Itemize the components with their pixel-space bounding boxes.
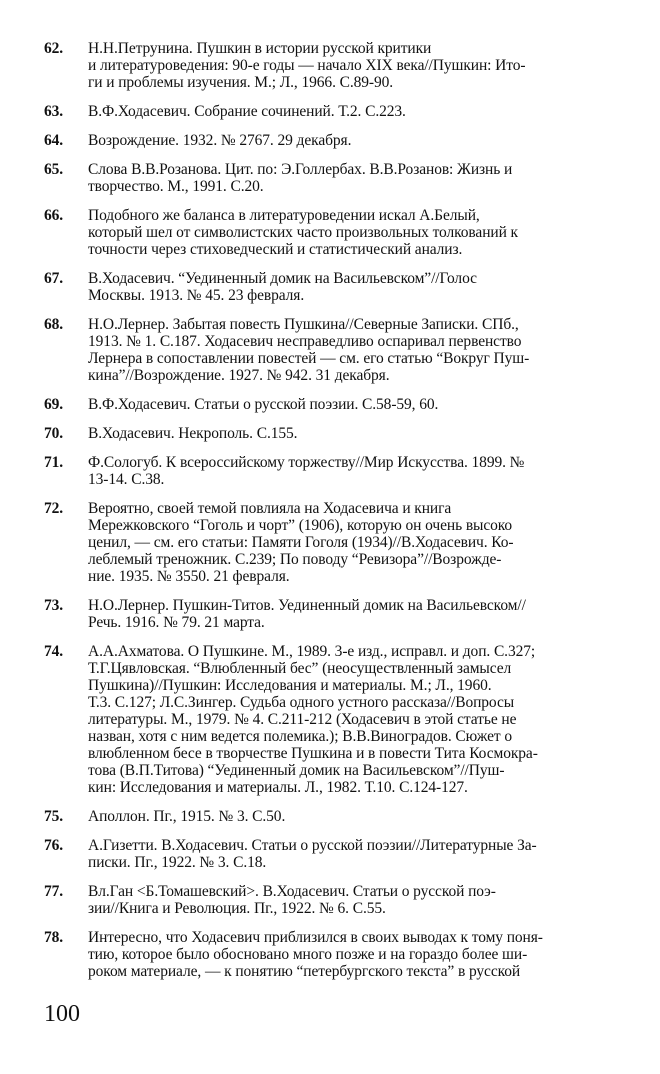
endnote [44,132,622,149]
endnote-line: ги и проблемы изучения. М.; Л., 1966. С.89-90. [88,74,394,91]
endnote-line: това (В.П.Титова) “Уединенный домик на Васильевском”//Пуш- [88,762,505,779]
endnote [44,40,622,91]
endnote [44,883,622,917]
endnote-line: назван, хотя с ним ведется полемика.); В.В.Виноградов. Сюжет о [88,728,513,745]
endnote-text [88,643,622,796]
endnote-line: точности через стиховедческий и статистический анализ. [88,241,463,258]
endnote-line: зии//Книга и Революция. Пг., 1922. № 6. С.55. [88,900,386,917]
endnote-text [88,454,622,488]
endnote-number: 69. [44,396,64,413]
endnote-text [88,207,622,258]
endnote-number: 78. [44,929,64,946]
endnote-line: В.Ф.Ходасевич. Собрание сочинений. Т.2. С.223. [88,103,406,120]
endnote-text [88,500,622,585]
endnote [44,500,622,585]
endnote-line: Ф.Сологуб. К всероссийскому торжеству//Мир Искусства. 1899. № [88,454,525,471]
endnote-number: 76. [44,837,64,854]
endnote-line: тию, которое было обосновано много позже и на гораздо более ши- [88,946,528,963]
endnote-number: 64. [44,132,64,149]
endnote-number: 68. [44,316,64,333]
endnote-number: 67. [44,270,64,287]
endnote [44,808,622,825]
endnote-text [88,132,622,149]
endnote-line: А.А.Ахматова. О Пушкине. М., 1989. 3-е изд., исправл. и доп. С.327; [88,643,536,660]
endnote-line: Аполлон. Пг., 1915. № 3. С.50. [88,808,286,825]
endnote [44,597,622,631]
endnote-text [88,161,622,195]
endnote-number: 63. [44,103,64,120]
endnote-text [88,396,622,413]
endnote-line: Т.3. С.127; Л.С.Зингер. Судьба одного устного рассказа//Вопросы [88,694,515,711]
endnote-line: Мережковского “Гоголь и чорт” (1906), которую он очень высоко [88,517,513,534]
endnote-text [88,837,622,871]
endnote [44,103,622,120]
endnote-line: который шел от символистских часто произвольных толкований к [88,224,518,241]
endnote-number: 73. [44,597,64,614]
endnote-line: 1913. № 1. С.187. Ходасевич несправедливо оспаривал первенство [88,333,522,350]
endnote-text [88,808,622,825]
endnote-text [88,316,622,384]
endnote-line: кин: Исследования и материалы. Л., 1982. Т.10. С.124-127. [88,779,468,796]
endnotes-list [44,40,622,992]
endnote-line: кина”//Возрождение. 1927. № 942. 31 декабря. [88,367,390,384]
endnote-line: Лернера в сопоставлении повестей — см. его статью “Вокруг Пуш- [88,350,530,367]
endnote-line: В.Ф.Ходасевич. Статьи о русской поэзии. С.58-59, 60. [88,396,439,413]
endnote-line: В.Ходасевич. “Уединенный домик на Васильевском”//Голос [88,270,477,287]
endnote [44,316,622,384]
endnote-line: Н.О.Лернер. Пушкин-Титов. Уединенный домик на Васильевском// [88,597,526,614]
endnote-text [88,425,622,442]
endnote-number: 65. [44,161,64,178]
endnote-text [88,597,622,631]
endnote-line: ние. 1935. № 3550. 21 февраля. [88,568,290,585]
endnote-line: писки. Пг., 1922. № 3. С.18. [88,854,267,871]
endnote [44,396,622,413]
endnote-line: Н.Н.Петрунина. Пушкин в истории русской критики [88,40,432,57]
endnote-number: 71. [44,454,64,471]
endnote-line: Москвы. 1913. № 45. 23 февраля. [88,287,305,304]
endnote-text [88,929,622,980]
endnote [44,454,622,488]
endnote-number: 77. [44,883,64,900]
endnote-line: Пушкина)//Пушкин: Исследования и материалы. М.; Л., 1960. [88,677,492,694]
endnote [44,161,622,195]
endnote-text [88,103,622,120]
endnote [44,929,622,980]
endnote-line: литературы. М., 1979. № 4. С.211-212 (Ходасевич в этой статье не [88,711,517,728]
endnote-text [88,40,622,91]
endnote [44,643,622,796]
endnote-number: 72. [44,500,64,517]
endnote-text [88,883,622,917]
endnote-line: В.Ходасевич. Некрополь. С.155. [88,425,298,442]
endnote-line: Вероятно, своей темой повлияла на Ходасевича и книга [88,500,452,517]
endnote-line: творчество. М., 1991. С.20. [88,178,264,195]
endnote-number: 74. [44,643,64,660]
endnote-line: Возрождение. 1932. № 2767. 29 декабря. [88,132,352,149]
endnote-text [88,270,622,304]
endnote-line: и литературоведения: 90-е годы — начало XIX века//Пушкин: Ито- [88,57,526,74]
endnote-number: 66. [44,207,64,224]
endnote-number: 75. [44,808,64,825]
endnote-line: А.Гизетти. В.Ходасевич. Статьи о русской поэзии//Литературные За- [88,837,537,854]
endnote-line: Речь. 1916. № 79. 21 марта. [88,614,265,631]
endnote-line: Подобного же баланса в литературоведении искал А.Белый, [88,207,480,224]
endnote [44,207,622,258]
endnote-line: Вл.Ган <Б.Томашевский>. В.Ходасевич. Статьи о русской поэ- [88,883,496,900]
endnote-line: роком материале, — к понятию “петербургского текста” в русской [88,963,521,980]
endnote [44,837,622,871]
endnote-number: 70. [44,425,64,442]
endnote-line: 13-14. С.38. [88,471,165,488]
endnote-line: Т.Г.Цявловская. “Влюбленный бес” (неосуществленный замысел [88,660,512,677]
endnote-line: леблемый треножник. С.239; По поводу “Ревизора”//Возрожде- [88,551,502,568]
endnote-line: Н.О.Лернер. Забытая повесть Пушкина//Северные Записки. СПб., [88,316,519,333]
page-number: 100 [44,1001,80,1027]
endnote [44,270,622,304]
endnote [44,425,622,442]
endnote-line: Слова В.В.Розанова. Цит. по: Э.Голлербах. В.В.Розанов: Жизнь и [88,161,513,178]
endnote-line: ценил, — см. его статьи: Памяти Гоголя (1934)//В.Ходасевич. Ко- [88,534,514,551]
endnote-line: влюбленном бесе в творчестве Пушкина и в повести Тита Космокра- [88,745,538,762]
endnote-line: Интересно, что Ходасевич приблизился в своих выводах к тому поня- [88,929,543,946]
endnote-number: 62. [44,40,64,57]
